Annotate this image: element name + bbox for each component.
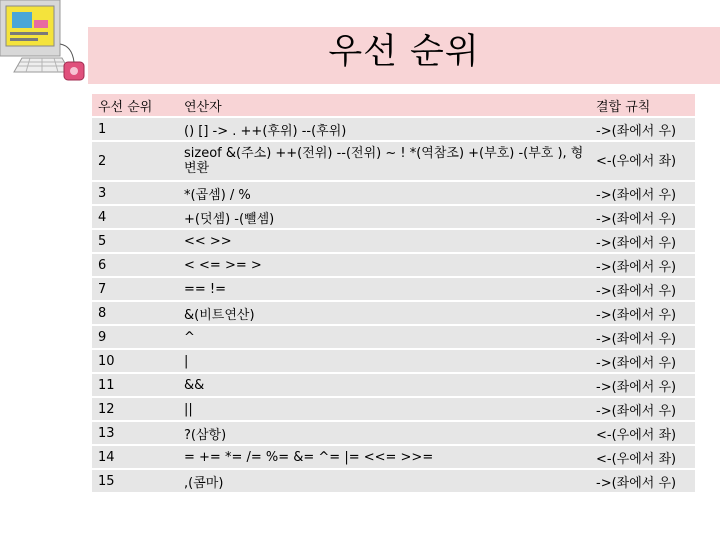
associativity-cell: ->(좌에서 우)	[590, 350, 695, 372]
table-row	[92, 326, 695, 348]
table-header-row	[92, 94, 695, 116]
table-row	[92, 182, 695, 204]
table-row	[92, 398, 695, 420]
associativity-cell: ->(좌에서 우)	[590, 254, 695, 276]
associativity-cell: ->(좌에서 우)	[590, 182, 695, 204]
associativity-cell: <-(우에서 좌)	[590, 422, 695, 444]
associativity-cell: ->(좌에서 우)	[590, 230, 695, 252]
operator-cell: +(덧셈) -(뺄셈)	[178, 206, 590, 228]
operator-cell: &(비트연산)	[178, 302, 590, 324]
priority-cell: 14	[92, 446, 178, 468]
header-associativity: 결합 규칙	[590, 94, 695, 116]
table-row	[92, 254, 695, 276]
priority-cell: 4	[92, 206, 178, 228]
header-operator: 연산자	[178, 94, 590, 116]
priority-cell: 15	[92, 470, 178, 492]
precedence-table	[92, 92, 695, 494]
priority-cell: 10	[92, 350, 178, 372]
associativity-cell: ->(좌에서 우)	[590, 118, 695, 140]
associativity-cell: ->(좌에서 우)	[590, 374, 695, 396]
table-row	[92, 374, 695, 396]
priority-cell: 9	[92, 326, 178, 348]
operator-cell: |	[178, 350, 590, 372]
table-row	[92, 278, 695, 300]
associativity-cell: ->(좌에서 우)	[590, 398, 695, 420]
priority-cell: 12	[92, 398, 178, 420]
priority-cell: 2	[92, 142, 178, 180]
priority-cell: 3	[92, 182, 178, 204]
operator-cell: << >>	[178, 230, 590, 252]
operator-cell: ?(삼항)	[178, 422, 590, 444]
computer-and-phone-icon	[0, 0, 92, 90]
operator-cell: ||	[178, 398, 590, 420]
associativity-cell: ->(좌에서 우)	[590, 326, 695, 348]
associativity-cell: ->(좌에서 우)	[590, 302, 695, 324]
priority-cell: 5	[92, 230, 178, 252]
operator-cell: ,(콤마)	[178, 470, 590, 492]
table-row	[92, 470, 695, 492]
operator-cell: == !=	[178, 278, 590, 300]
table-row	[92, 350, 695, 372]
table-row	[92, 446, 695, 468]
priority-cell: 1	[92, 118, 178, 140]
operator-cell: < <= >= >	[178, 254, 590, 276]
priority-cell: 13	[92, 422, 178, 444]
associativity-cell: ->(좌에서 우)	[590, 206, 695, 228]
table-row	[92, 230, 695, 252]
table-row	[92, 422, 695, 444]
header-priority: 우선 순위	[92, 94, 178, 116]
operator-cell: () [] -> . ++(후위) --(후위)	[178, 118, 590, 140]
operator-cell: ^	[178, 326, 590, 348]
table-row	[92, 118, 695, 140]
slide-title: 우선 순위	[328, 32, 480, 72]
priority-cell: 7	[92, 278, 178, 300]
table-row	[92, 302, 695, 324]
operator-cell: sizeof &(주소) ++(전위) --(전위) ~ ! *(역참조) +(부호) -(부호 ), 형변환	[178, 142, 590, 180]
associativity-cell: ->(좌에서 우)	[590, 278, 695, 300]
associativity-cell: <-(우에서 좌)	[590, 142, 695, 180]
priority-cell: 8	[92, 302, 178, 324]
table-row	[92, 206, 695, 228]
operator-cell: &&	[178, 374, 590, 396]
associativity-cell: ->(좌에서 우)	[590, 470, 695, 492]
associativity-cell: <-(우에서 좌)	[590, 446, 695, 468]
priority-cell: 6	[92, 254, 178, 276]
priority-cell: 11	[92, 374, 178, 396]
table-row	[92, 142, 695, 180]
operator-cell: *(곱셈) / %	[178, 182, 590, 204]
operator-cell: = += *= /= %= &= ^= |= <<= >>=	[178, 446, 590, 468]
